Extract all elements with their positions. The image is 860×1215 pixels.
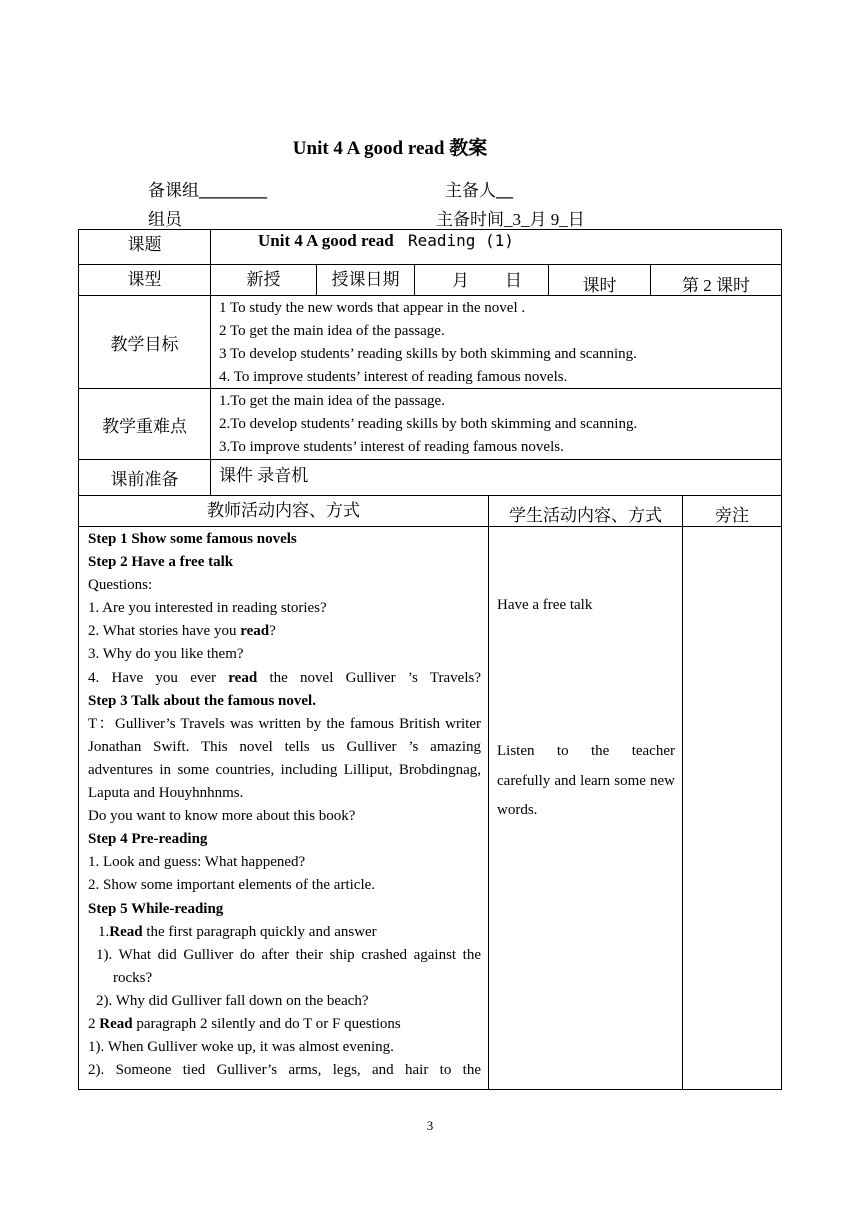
student-activity: Listen to the teacher carefully and learn some new words. xyxy=(497,743,675,818)
student-activity: Have a free talk xyxy=(497,597,593,613)
topic-value-bold: Unit 4 A good read xyxy=(258,231,394,250)
type-value: 新授 xyxy=(246,270,281,289)
question-item: 3. Why do you like them? xyxy=(88,646,244,663)
teacher-activities xyxy=(88,528,481,1082)
teacher-paragraph: T：Gulliver’s Travels was written by the famous British writer Jonathan Swift. This novel tells us Gulliver ’s amazing adventures in some countries, including Lilliput, Brobdingnag, Laputa and Houyhnhnms. xyxy=(88,715,481,802)
key-point-item: 1.To get the main idea of the passage. xyxy=(219,393,445,409)
col-header-notes: 旁注 xyxy=(715,505,749,525)
col-header-student: 学生活动内容、方式 xyxy=(509,505,662,525)
while-reading-task: 2 Read paragraph 2 silently and do T or F questions xyxy=(88,1015,401,1032)
step-heading: Step 2 Have a free talk xyxy=(88,554,234,571)
while-reading-question: 1). What did Gulliver do after their ship crashed against the rocks? xyxy=(96,946,481,986)
question-item: 2. What stories have you read? xyxy=(88,623,276,640)
group-blank: ________ xyxy=(199,181,267,200)
preparer-label: 主备人 xyxy=(445,181,496,200)
step-heading: Step 5 While-reading xyxy=(88,900,224,917)
step-heading: Step 3 Talk about the famous novel. xyxy=(88,692,316,709)
day-label: 日 xyxy=(505,271,522,290)
prep-time-value: _3_月 9_日 xyxy=(504,210,585,229)
prep-time-line xyxy=(436,205,585,230)
while-reading-question: 2). Someone tied Gulliver’s arms, legs, and hair to the xyxy=(88,1062,481,1079)
topic-value-rest: Reading (1) xyxy=(407,231,514,250)
pre-reading-item: 2. Show some important elements of the article. xyxy=(88,877,376,894)
objectives-label: 教学目标 xyxy=(110,334,179,354)
topic-value xyxy=(258,231,514,251)
key-point-item: 2.To develop students’ reading skills by both skimming and scanning. xyxy=(219,416,638,432)
page-number: 3 xyxy=(426,1118,434,1133)
group-line xyxy=(148,176,267,201)
objectives-list xyxy=(219,297,779,389)
key-point-item: 3.To improve students’ interest of reading famous novels. xyxy=(219,439,564,455)
teacher-question: Do you want to know more about this book? xyxy=(88,808,356,825)
step-heading: Step 1 Show some famous novels xyxy=(88,531,297,547)
type-label: 课型 xyxy=(127,270,162,289)
prep-label: 课前准备 xyxy=(110,470,179,489)
date-label: 授课日期 xyxy=(331,270,400,289)
period-label: 课时 xyxy=(582,276,617,295)
period-value: 第 2 课时 xyxy=(682,276,750,295)
question-item: 4. Have you ever read the novel Gulliver ’s Travels? xyxy=(88,669,481,686)
while-reading-question: 1). When Gulliver woke up, it was almost evening. xyxy=(88,1039,394,1056)
col-header-teacher: 教师活动内容、方式 xyxy=(207,500,360,520)
preparer-blank: __ xyxy=(496,181,513,200)
key-points-list xyxy=(219,390,779,459)
question-item: 1. Are you interested in reading stories? xyxy=(88,600,327,617)
pre-reading-item: 1. Look and guess: What happened? xyxy=(88,854,306,871)
while-reading-question: 2). Why did Gulliver fall down on the beach? xyxy=(96,992,369,1009)
objective-item: 1 To study the new words that appear in the novel . xyxy=(219,300,526,316)
objective-item: 4. To improve students’ interest of reading famous novels. xyxy=(219,369,568,385)
objective-item: 2 To get the main idea of the passage. xyxy=(219,323,445,339)
key-points-label: 教学重难点 xyxy=(102,416,187,436)
objective-item: 3 To develop students’ reading skills by both skimming and scanning. xyxy=(219,346,637,362)
questions-label: Questions: xyxy=(88,577,153,594)
preparer-line xyxy=(445,176,513,201)
members-label: 组员 xyxy=(148,210,182,229)
prep-time-label: 主备时间 xyxy=(436,210,504,229)
while-reading-task: 1.Read the first paragraph quickly and answer xyxy=(98,923,377,940)
month-label: 月 xyxy=(452,271,469,290)
group-label: 备课组 xyxy=(148,181,199,200)
document-title: Unit 4 A good read 教案 xyxy=(292,138,488,159)
step-heading: Step 4 Pre-reading xyxy=(88,831,208,848)
topic-label: 课题 xyxy=(127,235,162,254)
prep-value: 课件 录音机 xyxy=(219,466,309,485)
